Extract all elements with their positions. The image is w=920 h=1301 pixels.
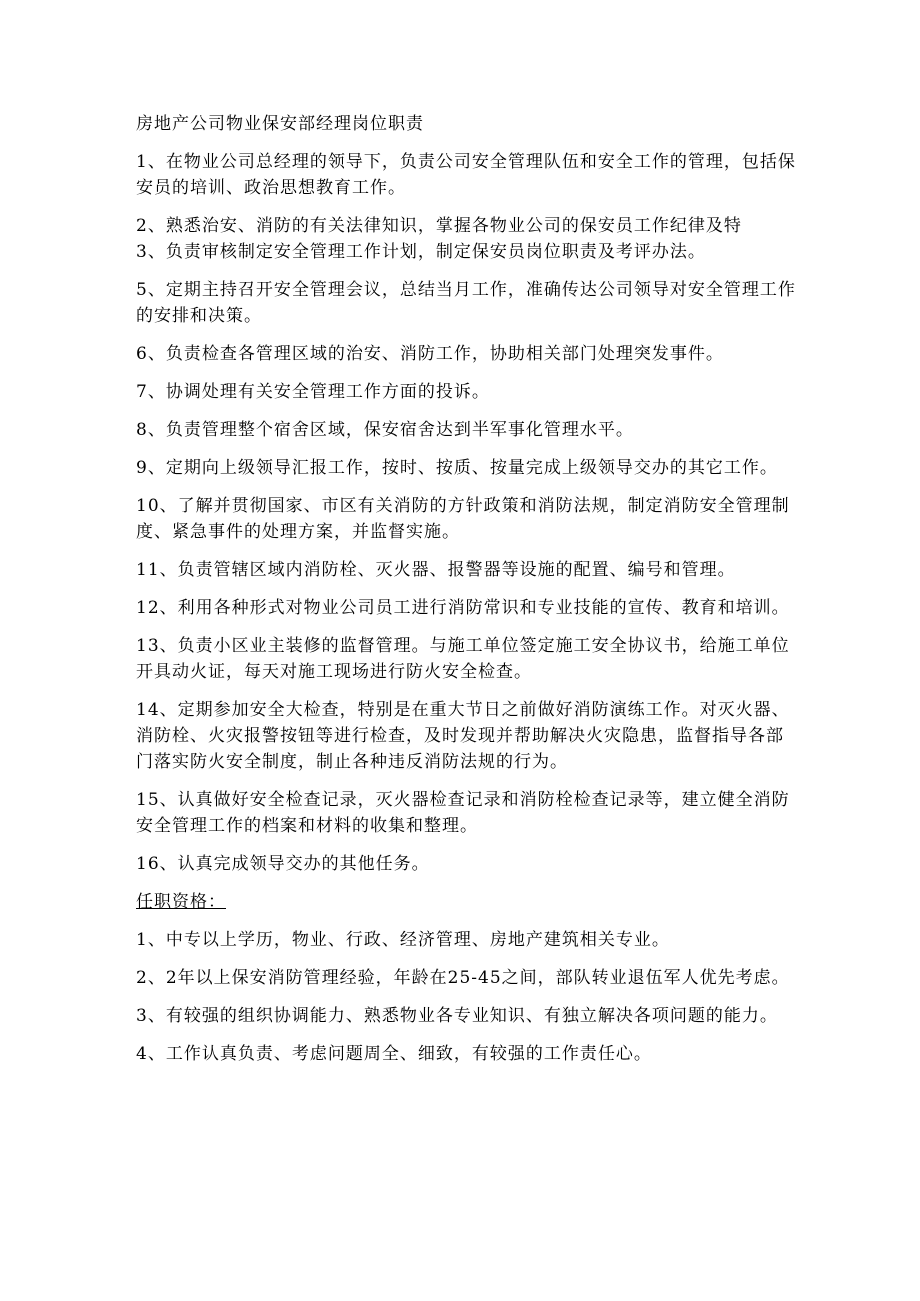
duty-item-9: 9、定期向上级领导汇报工作，按时、按质、按量完成上级领导交办的其它工作。 bbox=[136, 458, 778, 478]
qualifications-heading: 任职资格： bbox=[136, 892, 226, 912]
duty-item-6: 6、负责检查各管理区域的治安、消防工作，协助相关部门处理突发事件。 bbox=[136, 344, 724, 364]
duty-item-13: 13、负责小区业主装修的监督管理。与施工单位签定施工安全协议书，给施工单位开具动火证，每天对施工现场进行防火安全检查。 bbox=[136, 636, 790, 682]
qualification-item-4: 4、工作认真负责、考虑问题周全、细致，有较强的工作责任心。 bbox=[136, 1044, 652, 1064]
duty-item-16: 16、认真完成领导交办的其他任务。 bbox=[136, 854, 430, 874]
duty-item-12: 12、利用各种形式对物业公司员工进行消防常识和专业技能的宣传、教育和培训。 bbox=[136, 598, 790, 618]
duty-item-2: 2、熟悉治安、消防的有关法律知识，掌握各物业公司的保安员工作纪律及特 bbox=[136, 216, 742, 236]
duty-item-8: 8、负责管理整个宿舍区域，保安宿舍达到半军事化管理水平。 bbox=[136, 420, 634, 440]
duty-item-10: 10、了解并贯彻国家、市区有关消防的方针政策和消防法规，制定消防安全管理制度、紧急事件的处理方案，并监督实施。 bbox=[136, 496, 790, 542]
duty-item-7: 7、协调处理有关安全管理工作方面的投诉。 bbox=[136, 382, 490, 402]
qualification-item-3: 3、有较强的组织协调能力、熟悉物业各专业知识、有独立解决各项问题的能力。 bbox=[136, 1006, 778, 1026]
duty-item-1: 1、在物业公司总经理的领导下，负责公司安全管理队伍和安全工作的管理，包括保安员的培训、政治思想教育工作。 bbox=[136, 152, 796, 198]
document-page bbox=[136, 111, 796, 1079]
document-title: 房地产公司物业保安部经理岗位职责 bbox=[136, 114, 424, 134]
duty-item-11: 11、负责管辖区域内消防栓、灭火器、报警器等设施的配置、编号和管理。 bbox=[136, 560, 736, 580]
qualification-item-1: 1、中专以上学历，物业、行政、经济管理、房地产建筑相关专业。 bbox=[136, 930, 670, 950]
duty-item-3: 3、负责审核制定安全管理工作计划，制定保安员岗位职责及考评办法。 bbox=[136, 242, 706, 262]
duty-item-15: 15、认真做好安全检查记录，灭火器检查记录和消防栓检查记录等，建立健全消防安全管理工作的档案和材料的收集和整理。 bbox=[136, 790, 790, 836]
duty-item-5: 5、定期主持召开安全管理会议，总结当月工作，准确传达公司领导对安全管理工作的安排和决策。 bbox=[136, 280, 796, 326]
qualification-item-2: 2、2年以上保安消防管理经验，年龄在25-45之间，部队转业退伍军人优先考虑。 bbox=[136, 968, 790, 988]
duty-item-14: 14、定期参加安全大检查，特别是在重大节日之前做好消防演练工作。对灭火器、消防栓、火灾报警按钮等进行检查，及时发现并帮助解决火灾隐患，监督指导各部门落实防火安全制度，制止各种违反消防法规的行为。 bbox=[136, 700, 790, 772]
